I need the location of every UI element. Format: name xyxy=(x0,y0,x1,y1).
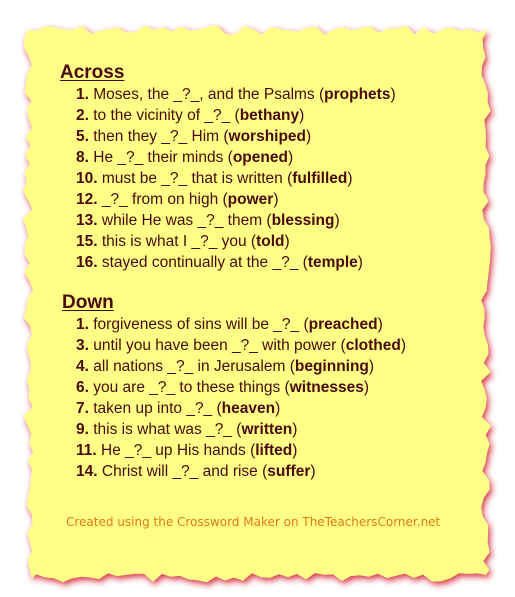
down-clue: 1. forgiveness of sins will be _?_ (preached) xyxy=(76,316,383,333)
clue-number: 14. xyxy=(76,463,98,480)
across-clue: 8. He _?_ their minds (opened) xyxy=(76,149,294,166)
across-clue: 12. _?_ from on high (power) xyxy=(76,191,279,208)
across-heading: Across xyxy=(60,62,125,83)
clue-answer: clothed xyxy=(345,337,401,354)
clue-text: until you have been _?_ with power xyxy=(93,337,337,354)
clue-number: 11. xyxy=(76,442,97,459)
clue-number: 9. xyxy=(76,421,89,438)
clue-answer: suffer xyxy=(267,463,311,480)
clue-number: 1. xyxy=(76,86,89,103)
clue-number: 7. xyxy=(76,400,89,417)
clue-answer: opened xyxy=(232,149,288,166)
clue-answer: bethany xyxy=(239,107,300,124)
clue-answer: lifted xyxy=(255,442,293,459)
footer-credit: Created using the Crossword Maker on TheTeachersCorner.net xyxy=(66,515,441,529)
clue-text: stayed continually at the _?_ xyxy=(101,254,299,271)
clue-answer: beginning xyxy=(294,358,369,375)
down-clue-list xyxy=(76,314,406,482)
clue-text: taken up into _?_ xyxy=(93,400,213,417)
clue-number: 12. xyxy=(76,191,98,208)
clue-text: you are _?_ to these things xyxy=(93,379,281,396)
across-clue-list xyxy=(76,84,396,273)
down-clue: 6. you are _?_ to these things (witnesses) xyxy=(76,379,369,396)
clue-text: Christ will _?_ and rise xyxy=(101,463,258,480)
clue-text: to the vicinity of _?_ xyxy=(93,107,231,124)
across-clue: 13. while He was _?_ them (blessing) xyxy=(76,212,340,229)
down-clue: 4. all nations _?_ in Jerusalem (beginning) xyxy=(76,358,375,375)
down-clue: 3. until you have been _?_ with power (clothed) xyxy=(76,337,407,354)
clue-text: while He was _?_ them xyxy=(101,212,263,229)
across-clue: 15. this is what I _?_ you (told) xyxy=(76,233,290,250)
clue-number: 3. xyxy=(76,337,89,354)
clue-text: He _?_ up His hands xyxy=(101,442,246,459)
clue-text: must be _?_ that is written xyxy=(101,170,283,187)
clue-number: 1. xyxy=(76,316,89,333)
clue-number: 8. xyxy=(76,149,89,166)
clue-text: _?_ from on high xyxy=(101,191,219,208)
clue-answer: prophets xyxy=(324,86,391,103)
clue-answer: preached xyxy=(308,316,378,333)
clue-text: then they _?_ Him xyxy=(93,128,220,145)
across-clue: 16. stayed continually at the _?_ (temple) xyxy=(76,254,363,271)
down-heading: Down xyxy=(62,292,114,313)
across-clue: 5. then they _?_ Him (worshiped) xyxy=(76,128,312,145)
clue-answer: temple xyxy=(307,254,358,271)
down-clue: 14. Christ will _?_ and rise (suffer) xyxy=(76,463,316,480)
clue-answer: worshiped xyxy=(228,128,307,145)
down-clue: 9. this is what was _?_ (written) xyxy=(76,421,298,438)
clue-text: Moses, the _?_, and the Psalms xyxy=(93,86,315,103)
clue-number: 6. xyxy=(76,379,89,396)
across-clue: 10. must be _?_ that is written (fulfilled) xyxy=(76,170,353,187)
down-clue: 7. taken up into _?_ (heaven) xyxy=(76,400,281,417)
clue-text: He _?_ their minds xyxy=(93,149,224,166)
clue-number: 2. xyxy=(76,107,89,124)
clue-answer: blessing xyxy=(271,212,335,229)
clue-answer: witnesses xyxy=(289,379,364,396)
clue-number: 10. xyxy=(76,170,98,187)
clue-number: 5. xyxy=(76,128,89,145)
clue-number: 4. xyxy=(76,358,89,375)
clue-answer: power xyxy=(227,191,274,208)
clue-answer: told xyxy=(256,233,285,250)
clue-answer: fulfilled xyxy=(292,170,348,187)
across-clue: 1. Moses, the _?_, and the Psalms (prophets) xyxy=(76,86,396,103)
clue-number: 16. xyxy=(76,254,98,271)
clue-text: forgiveness of sins will be _?_ xyxy=(93,316,300,333)
clue-text: this is what I _?_ you xyxy=(101,233,247,250)
clue-number: 15. xyxy=(76,233,98,250)
clue-text: all nations _?_ in Jerusalem xyxy=(93,358,286,375)
clue-number: 13. xyxy=(76,212,98,229)
clue-answer: heaven xyxy=(221,400,276,417)
down-clue: 11. He _?_ up His hands (lifted) xyxy=(76,442,298,459)
clue-text: this is what was _?_ xyxy=(93,421,232,438)
across-clue: 2. to the vicinity of _?_ (bethany) xyxy=(76,107,305,124)
clue-answer: written xyxy=(241,421,293,438)
